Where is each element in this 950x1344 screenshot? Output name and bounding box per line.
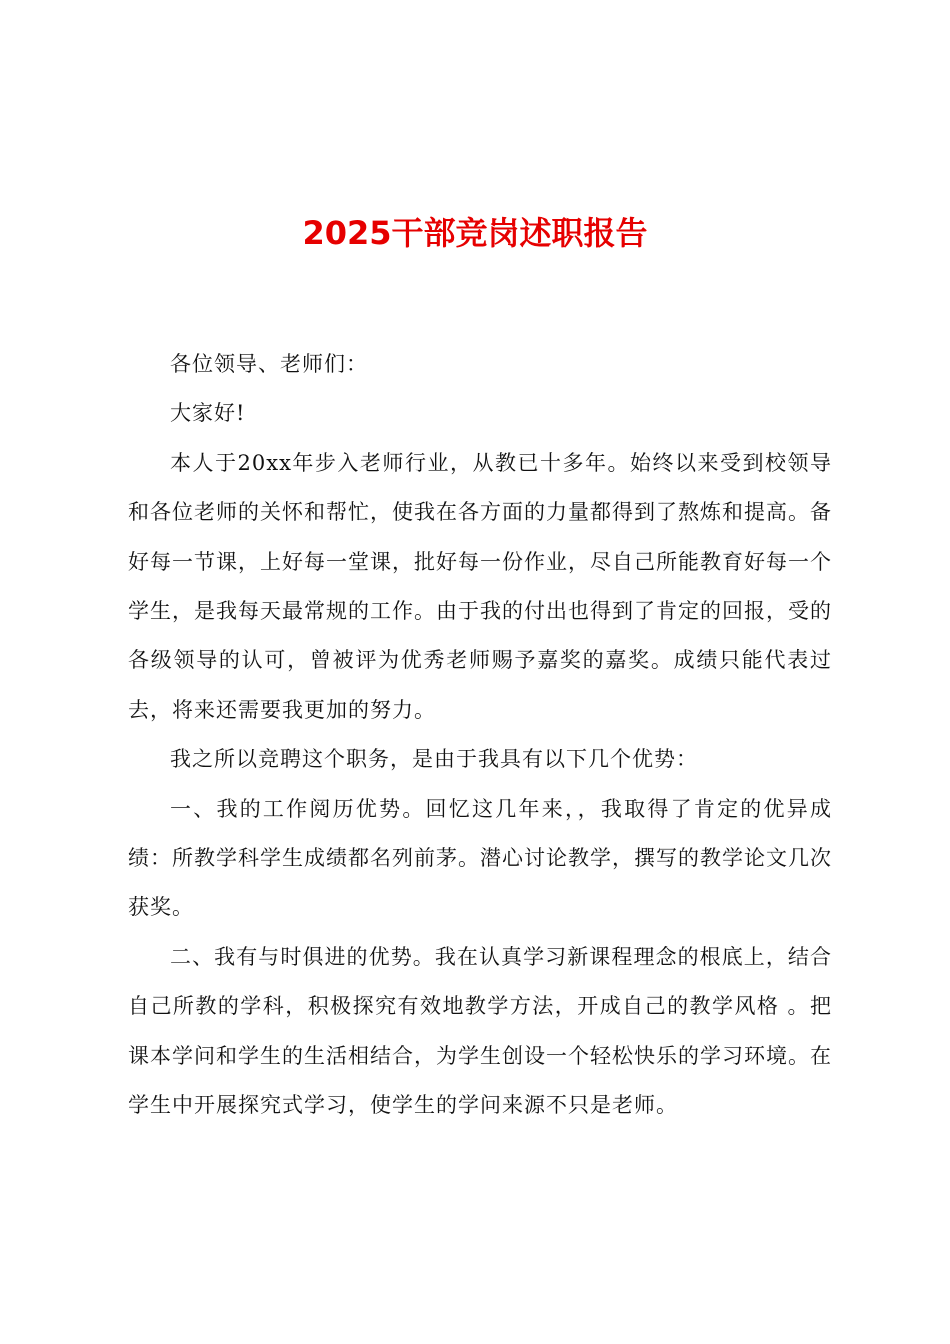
document-title: 2025干部竞岗述职报告 — [302, 214, 648, 252]
paragraph-reasons: 我之所以竞聘这个职务，是由于我具有以下几个优势： — [170, 747, 698, 772]
paragraph-advantage-two: 二、我有与时俱进的优势。我在认真学习新课程理念的根底上，结合自己所教的学科，积极探究有效地教学方法，开成自己的教学风格 。把课本学问和学生的生活相结合，为学生创设一个轻松快乐的学习环境。在学生中开展探究式学习，使学生的学问来源不只是老师。 — [128, 944, 832, 1118]
document-body — [128, 340, 832, 1131]
paragraph-introduction: 本人于20xx年步入老师行业，从教已十多年。始终以来受到校领导和各位老师的关怀和帮忙，使我在各方面的力量都得到了熬炼和提高。备好每一节课，上好每一堂课，批好每一份作业，尽自己所能教育好每一个学生，是我每天最常规的工作。由于我的付出也得到了肯定的回报，受的各级领导的认可，曾被评为优秀老师赐予嘉奖的嘉奖。成绩只能代表过去，将来还需要我更加的努力。 — [128, 450, 832, 722]
greeting: 大家好! — [170, 401, 246, 426]
salutation: 各位领导、老师们： — [170, 352, 368, 376]
paragraph-advantage-one: 一、我的工作阅历优势。回忆这几年来，，我取得了肯定的优异成绩：所教学科学生成绩都名列前茅。潜心讨论教学，撰写的教学论文几次获奖。 — [128, 796, 832, 920]
